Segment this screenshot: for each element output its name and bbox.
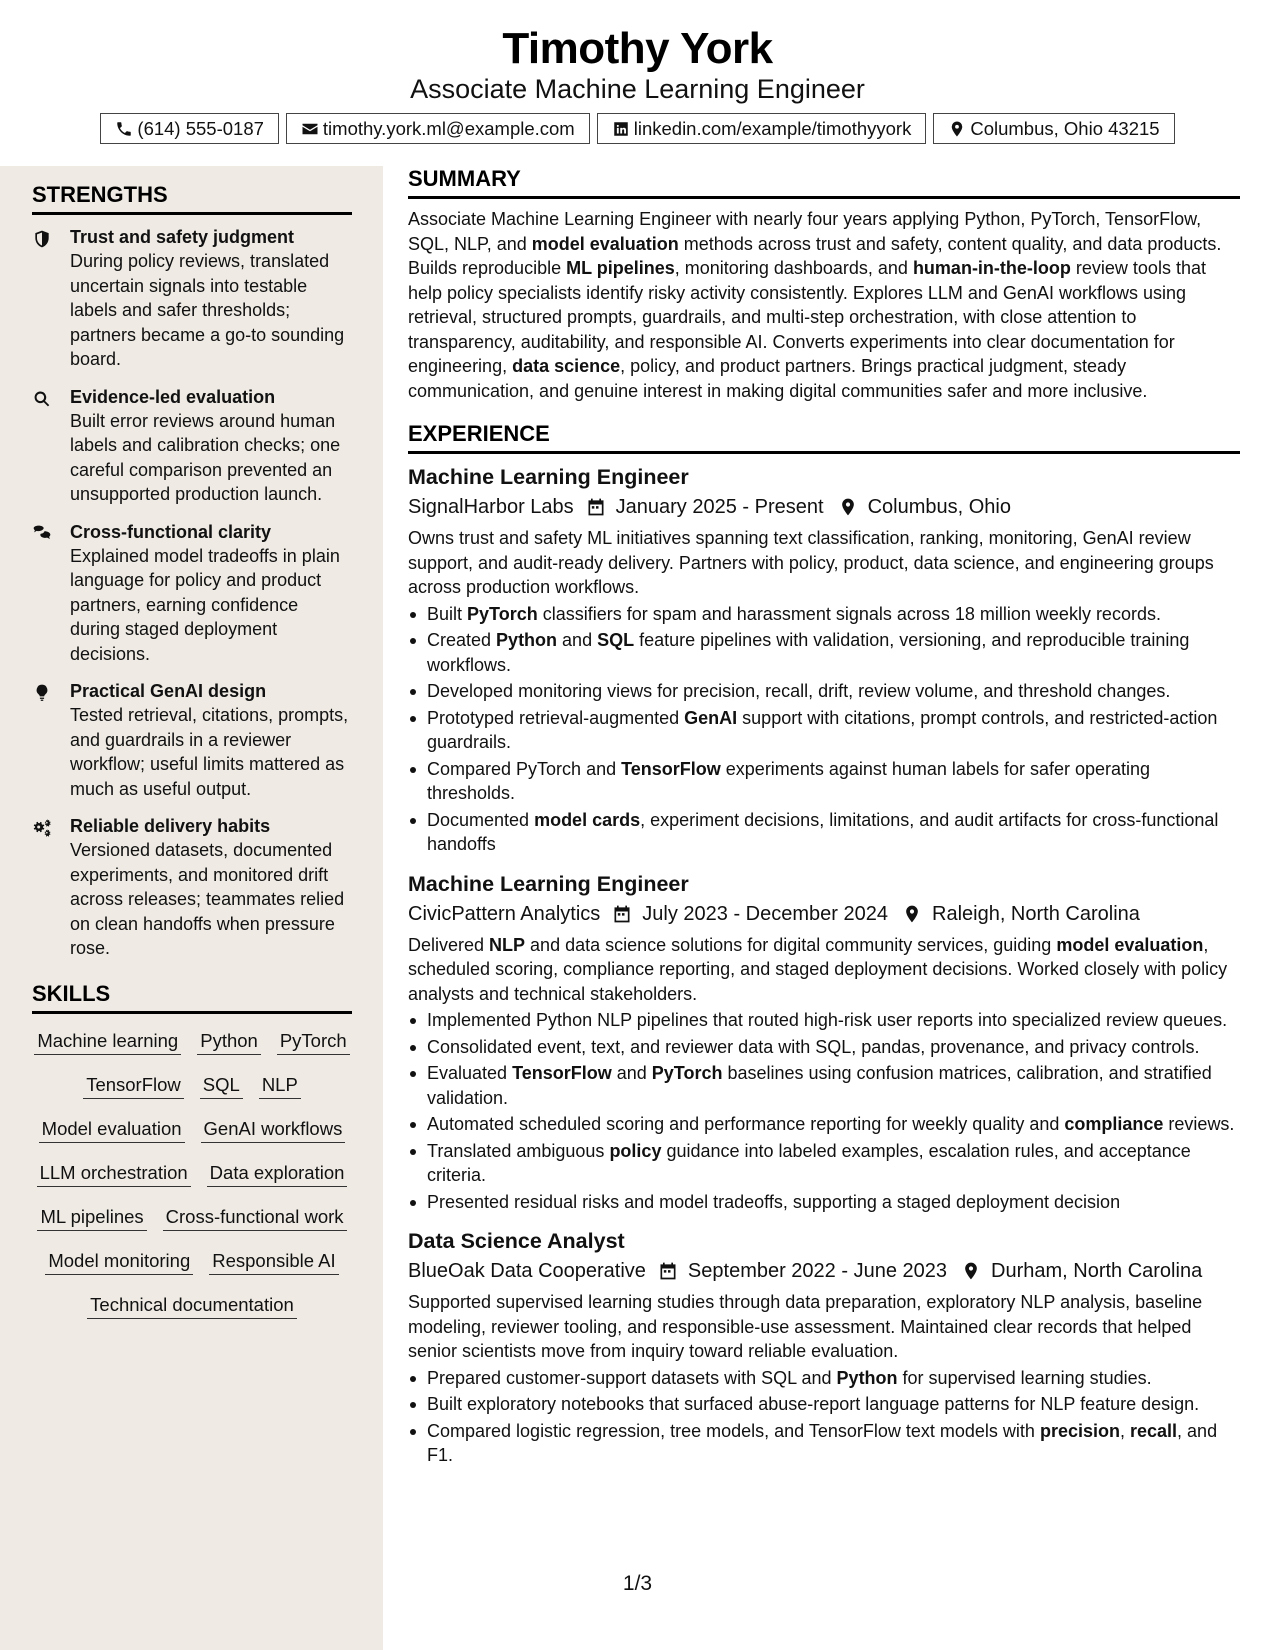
skill-tag: Data exploration [207, 1160, 348, 1187]
skill-tag: SQL [200, 1072, 243, 1099]
job-bullet: Implemented Python NLP pipelines that routed high-risk user reports into specialized review queues. [408, 1008, 1240, 1033]
shield-icon [32, 229, 52, 249]
skills-heading: SKILLS [32, 981, 352, 1014]
contact-bar [0, 113, 1275, 144]
skill-tag: Model monitoring [45, 1248, 193, 1275]
calendar-icon [586, 497, 606, 517]
contact-location[interactable] [933, 113, 1174, 144]
strength-description: Versioned datasets, documented experiments, and monitored drift across releases; teammates relied on clean handoffs when pressure rose. [70, 840, 345, 958]
skill-tag: Responsible AI [209, 1248, 338, 1275]
skill-tag: PyTorch [277, 1028, 350, 1055]
map-pin-icon [961, 1261, 981, 1281]
summary-text: Associate Machine Learning Engineer with nearly four years applying Python, PyTorch, TensorFlow, SQL, NLP, and model evaluation methods across trust and safety, content quality, and data products. Builds reproducible ML pipelines, monitoring dashboards, and human-in-the-loop review tools that help policy specialists identify risky activity consistently. Explores LLM and GenAI workflows using retrieval, structured prompts, guardrails, and multi-step orchestration, with close attention to transparency, auditability, and responsible AI. Converts experiments into clear documentation for engineering, data science, policy, and product partners. Brings practical judgment, steady communication, and genuine interest in making digital communities safer and more inclusive. [408, 209, 1222, 401]
skill-tag: GenAI workflows [201, 1116, 346, 1143]
gears-icon [32, 818, 52, 838]
job-company: CivicPattern Analytics [408, 902, 601, 925]
job-bullet: Built PyTorch classifiers for spam and harassment signals across 18 million weekly records. [408, 602, 1240, 627]
contact-linkedin[interactable] [597, 113, 927, 144]
job-bullet: Created Python and SQL feature pipelines with validation, versioning, and reproducible training workflows. [408, 628, 1240, 677]
job-bullet: Consolidated event, text, and reviewer data with SQL, pandas, provenance, and privacy controls. [408, 1035, 1240, 1060]
skill-tag: Cross-functional work [163, 1204, 347, 1231]
job-bullets [408, 602, 1240, 857]
strength-title: Practical GenAI design [70, 681, 267, 701]
skill-tag: Machine learning [34, 1028, 181, 1055]
calendar-icon [612, 904, 632, 924]
job-entry [408, 1226, 1240, 1468]
map-pin-icon [838, 497, 858, 517]
contact-email-text: timothy.york.ml@example.com [322, 117, 575, 139]
skills-list [32, 1028, 352, 1319]
job-bullet: Documented model cards, experiment decisions, limitations, and audit artifacts for cross-functional handoffs [408, 808, 1240, 857]
job-description: Supported supervised learning studies through data preparation, exploratory NLP analysis, baseline modeling, reviewer tooling, and responsible-use assessment. Maintained clear records that helped senior scientists move from inquiry toward reliable evaluation. [408, 1292, 1203, 1361]
contact-phone-text: (614) 555-0187 [137, 117, 264, 139]
strength-title: Evidence-led evaluation [70, 386, 276, 407]
job-location: Columbus, Ohio [867, 496, 1011, 518]
job-bullet: Prototyped retrieval-augmented GenAI support with citations, prompt controls, and restricted-action guardrails. [408, 706, 1240, 755]
main-content [408, 166, 1240, 1470]
job-location: Raleigh, North Carolina [932, 902, 1140, 925]
job-bullets [408, 1366, 1240, 1468]
contact-email[interactable] [286, 113, 590, 144]
map-pin-icon [902, 904, 922, 924]
job-description: Delivered NLP and data science solutions for digital community services, guiding model evaluation, scheduled scoring, compliance reporting, and staged deployment decisions. Worked closely with policy analysts and technical stakeholders. [408, 934, 1228, 1004]
strength-item [32, 814, 352, 961]
candidate-headline: Associate Machine Learning Engineer [410, 74, 865, 104]
experience-heading: EXPERIENCE [408, 421, 1240, 454]
job-bullet: Developed monitoring views for precision, recall, drift, review volume, and threshold changes. [408, 679, 1240, 704]
job-location: Durham, North Carolina [991, 1260, 1203, 1282]
contact-location-text: Columbus, Ohio 43215 [970, 117, 1160, 139]
job-bullet: Prepared customer-support datasets with SQL and Python for supervised learning studies. [408, 1366, 1240, 1391]
strengths-heading: STRENGTHS [32, 182, 352, 215]
strength-item [32, 225, 352, 372]
strength-item [32, 385, 352, 507]
strength-title: Cross-functional clarity [70, 521, 272, 542]
job-title: Machine Learning Engineer [408, 465, 689, 489]
job-description: Owns trust and safety ML initiatives spanning text classification, ranking, monitoring, GenAI review support, and audit-ready delivery. Partners with policy, product, data science, and engineering groups across production workflows. [408, 528, 1214, 597]
job-meta [408, 492, 1240, 522]
lightbulb-icon [32, 683, 52, 703]
job-title: Data Science Analyst [408, 1229, 625, 1253]
strength-description: Explained model tradeoffs in plain language for policy and product partners, earning confidence during staged deployment decisions. [70, 545, 340, 664]
job-title: Machine Learning Engineer [408, 871, 689, 896]
skill-tag: Model evaluation [39, 1116, 185, 1143]
calendar-icon [658, 1261, 678, 1281]
job-meta [408, 1256, 1240, 1286]
search-icon [32, 389, 52, 409]
contact-linkedin-text: linkedin.com/example/timothyyork [633, 117, 912, 139]
job-dates: July 2023 - December 2024 [642, 902, 888, 925]
contact-phone[interactable] [100, 113, 279, 144]
job-company: SignalHarbor Labs [408, 496, 574, 518]
job-bullet: Compared PyTorch and TensorFlow experiments against human labels for safer operating thresholds. [408, 757, 1240, 806]
skill-tag: TensorFlow [83, 1072, 184, 1099]
strengths-list [32, 225, 352, 961]
skill-tag: LLM orchestration [37, 1160, 191, 1187]
skill-tag: ML pipelines [37, 1204, 146, 1231]
job-bullet: Compared logistic regression, tree models, and TensorFlow text models with precision, recall, and F1. [408, 1419, 1240, 1468]
job-bullet: Automated scheduled scoring and performance reporting for weekly quality and compliance reviews. [408, 1112, 1240, 1137]
sidebar [0, 166, 383, 1650]
strength-description: During policy reviews, translated uncertain signals into testable labels and safer thresholds; partners became a go-to sounding board. [70, 251, 345, 369]
job-bullet: Translated ambiguous policy guidance into labeled examples, escalation rules, and acceptance criteria. [408, 1139, 1240, 1188]
strength-title: Trust and safety judgment [70, 227, 295, 247]
job-bullet: Evaluated TensorFlow and PyTorch baselines using confusion matrices, calibration, and stratified validation. [408, 1061, 1240, 1110]
envelope-icon [301, 120, 319, 138]
candidate-name: Timothy York [502, 24, 773, 73]
job-meta [408, 899, 1240, 929]
summary-heading: SUMMARY [408, 166, 1240, 199]
page-number: 1/3 [622, 1572, 653, 1595]
strength-item [32, 679, 352, 801]
linkedin-icon [612, 120, 630, 138]
job-entry [408, 869, 1240, 1215]
strength-item [32, 520, 352, 667]
phone-icon [115, 120, 133, 138]
skill-tag: Technical documentation [87, 1292, 297, 1319]
map-pin-icon [948, 120, 966, 138]
job-bullet: Presented residual risks and model tradeoffs, supporting a staged deployment decision [408, 1190, 1240, 1215]
strength-description: Tested retrieval, citations, prompts, and guardrails in a reviewer workflow; useful limits mattered as much as useful output. [70, 705, 349, 799]
job-entry [408, 462, 1240, 857]
job-dates: January 2025 - Present [615, 496, 824, 518]
skill-tag: Python [197, 1028, 261, 1055]
skill-tag: NLP [259, 1072, 301, 1099]
job-company: BlueOak Data Cooperative [408, 1260, 646, 1282]
comments-icon [32, 524, 52, 544]
strength-title: Reliable delivery habits [70, 816, 271, 836]
strength-description: Built error reviews around human labels and calibration checks; one careful comparison prevented an unsupported production launch. [70, 410, 341, 504]
job-bullets [408, 1008, 1240, 1214]
job-bullet: Built exploratory notebooks that surfaced abuse-report language patterns for NLP feature design. [408, 1392, 1240, 1417]
job-dates: September 2022 - June 2023 [687, 1260, 947, 1282]
